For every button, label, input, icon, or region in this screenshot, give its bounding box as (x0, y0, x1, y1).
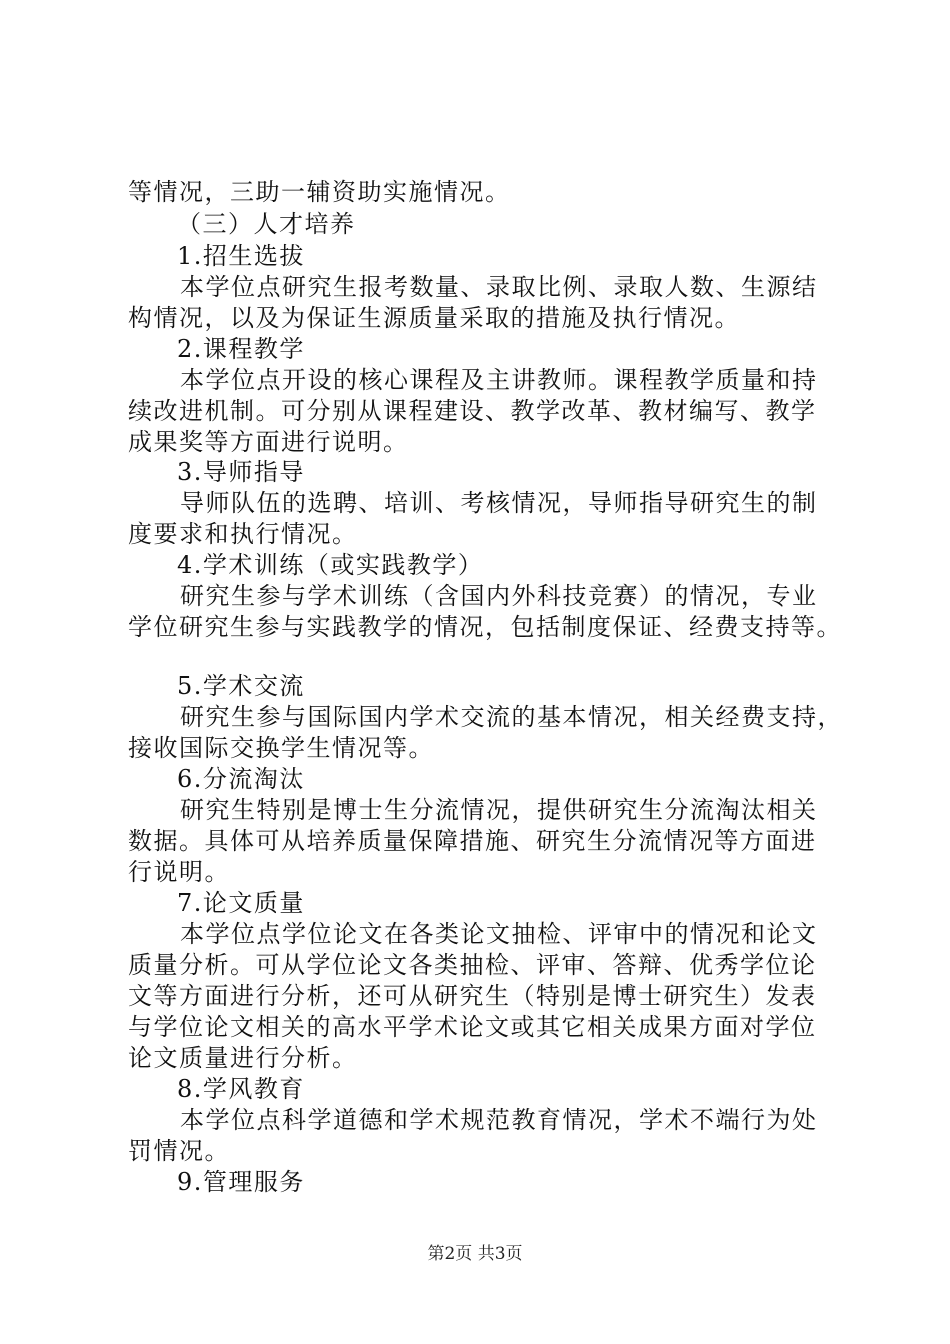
paragraph-line: 本学位点开设的核心课程及主讲教师。课程教学质量和持 (180, 366, 818, 394)
paragraph-line: 度要求和执行情况。 (128, 520, 358, 548)
page-footer: 第2页 共3页 (427, 1244, 523, 1264)
paragraph-line: 学位研究生参与实践教学的情况，包括制度保证、经费支持等。 (128, 613, 842, 641)
subsection-heading: 5.学术交流 (177, 672, 305, 700)
paragraph-line: 成果奖等方面进行说明。 (128, 428, 409, 456)
paragraph-line: 构情况，以及为保证生源质量采取的措施及执行情况。 (128, 304, 740, 332)
subsection-heading: 8.学风教育 (177, 1075, 305, 1103)
section-heading: （三）人才培养 (177, 210, 356, 238)
subsection-heading: 6.分流淘汰 (177, 765, 305, 793)
paragraph-line: 等情况，三助一辅资助实施情况。 (128, 178, 511, 206)
paragraph-line: 行说明。 (128, 858, 230, 886)
paragraph-line: 研究生特别是博士生分流情况，提供研究生分流淘汰相关 (180, 796, 818, 824)
paragraph-line: 罚情况。 (128, 1137, 230, 1165)
subsection-heading: 3.导师指导 (177, 458, 305, 486)
paragraph-line: 本学位点科学道德和学术规范教育情况，学术不端行为处 (180, 1106, 818, 1134)
paragraph-line: 导师队伍的选聘、培训、考核情况，导师指导研究生的制 (180, 489, 818, 517)
subsection-heading: 7.论文质量 (177, 889, 305, 917)
paragraph-line: 数据。具体可从培养质量保障措施、研究生分流情况等方面进 (128, 827, 817, 855)
paragraph-line: 本学位点研究生报考数量、录取比例、录取人数、生源结 (180, 273, 818, 301)
subsection-heading: 2.课程教学 (177, 335, 305, 363)
subsection-heading: 9.管理服务 (177, 1168, 305, 1196)
paragraph-line: 质量分析。可从学位论文各类抽检、评审、答辩、优秀学位论 (128, 951, 817, 979)
subsection-heading: 4.学术训练（或实践教学） (177, 551, 484, 579)
paragraph-line: 与学位论文相关的高水平学术论文或其它相关成果方面对学位 (128, 1013, 817, 1041)
paragraph-line: 本学位点学位论文在各类论文抽检、评审中的情况和论文 (180, 920, 818, 948)
paragraph-line: 接收国际交换学生情况等。 (128, 734, 434, 762)
paragraph-line: 研究生参与国际国内学术交流的基本情况，相关经费支持， (180, 703, 843, 731)
paragraph-line: 研究生参与学术训练（含国内外科技竞赛）的情况，专业 (180, 582, 818, 610)
paragraph-line: 论文质量进行分析。 (128, 1044, 358, 1072)
paragraph-line: 文等方面进行分析，还可从研究生（特别是博士研究生）发表 (128, 982, 817, 1010)
paragraph-line: 续改进机制。可分别从课程建设、教学改革、教材编写、教学 (128, 397, 817, 425)
subsection-heading: 1.招生选拔 (177, 242, 305, 270)
